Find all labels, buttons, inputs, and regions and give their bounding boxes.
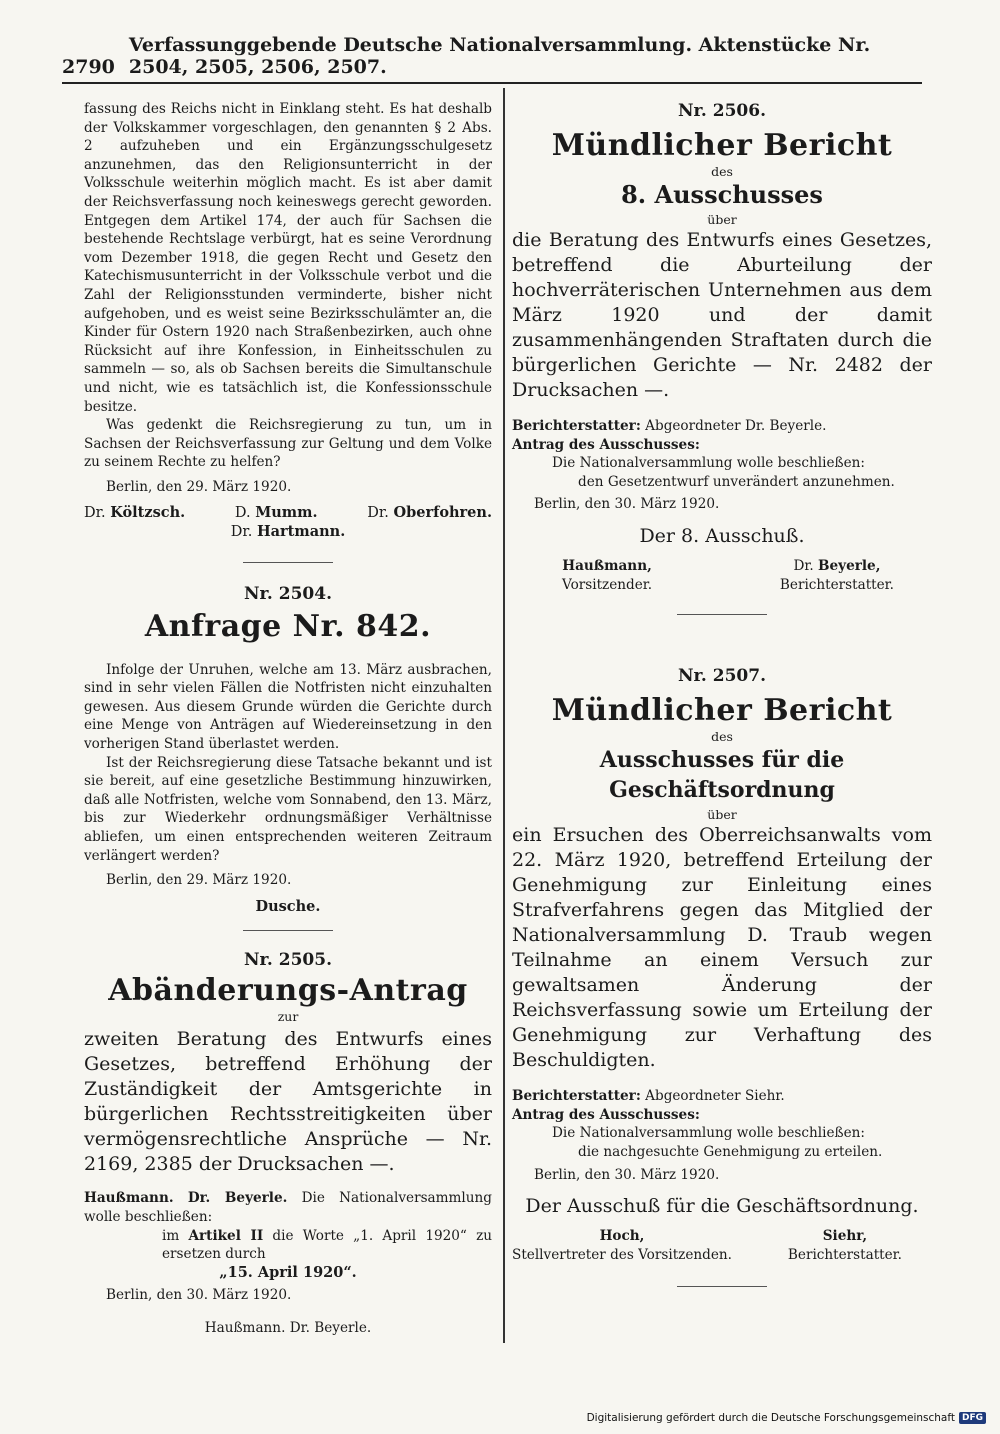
section-title: Mündlicher Bericht bbox=[551, 693, 893, 729]
preposition: des bbox=[711, 729, 733, 745]
preposition: über bbox=[707, 807, 737, 823]
signature: Haußmann. Dr. Beyerle. bbox=[204, 1319, 372, 1336]
subject-text: zweiten Beratung des Entwurfs eines Gesetzes, betreffend Erhöhung der Zuständigkeit der Amtsgerichte in bürgerlichen Rechtsstreitigkeiten über vermögensrechtliche Ansprüche — Nr. 2169, 2385 der Drucksachen —. bbox=[84, 1028, 492, 1176]
section-separator bbox=[243, 930, 333, 931]
page-number: 2790 bbox=[62, 56, 115, 78]
preposition: des bbox=[711, 164, 733, 179]
section-title: Anfrage Nr. 842. bbox=[144, 608, 432, 644]
running-title: Verfassunggebende Deutsche Nationalversammlung. Aktenstücke Nr. 2504, 2505, 2506, 2507. bbox=[128, 34, 871, 78]
digitization-credit: Digitalisierung gefördert durch die Deutsche Forschungsgemeinschaft DFG bbox=[587, 1412, 986, 1424]
committee-motion-label: Antrag des Ausschusses: bbox=[512, 436, 700, 453]
body-paragraph: Infolge der Unruhen, welche am 13. März ausbrachen, sind in sehr vielen Fällen die Notfristen nicht einzuhalten gewesen. Aus diesem Grunde würden die Gerichte durch eine Menge von Anträgen auf Wiedereinsetzung in den vorherigen Stand überlastet werden. bbox=[84, 661, 492, 753]
committee-name: Ausschusses für die Geschäftsordnung bbox=[599, 747, 845, 804]
committee-motion-label: Antrag des Ausschusses: bbox=[512, 1106, 700, 1123]
section-separator bbox=[677, 1286, 767, 1287]
question-paragraph: Was gedenkt die Reichsregierung zu tun, um in Sachsen der Reichsverfassung zur Geltung und dem Volke zu seinem Rechte zu helfen? bbox=[84, 417, 492, 471]
motion-replacement: „15. April 1920“. bbox=[219, 1263, 357, 1281]
signatures-row-2: Dr. Hartmann. bbox=[230, 523, 346, 541]
continued-paragraph: fassung des Reichs nicht in Einklang steht. Es hat deshalb der Volkskammer vorgeschlagen, den genannten § 2 Abs. 2 aufzuheben und ein Ergänzungsschulgesetz anzunehmen, das den Religionsunterricht in der Volksschule weiterhin möglich macht. Es ist aber damit der Reichsverfassung noch keineswegs gerecht geworden. Entgegen dem Artikel 174, der auch für Sachsen die bestehende Rechtslage verbürgt, hat es seine Verordnung vom Dezember 1918, die gegen Recht und Gesetz den Katechismusunterricht in der Volksschule verbot und die Zahl der Religionsstunden verminderte, bisher nicht aufgehoben, und es weist seine Bezirksschulämter an, die Kinder für Ostern 1920 nach Straßenbezirken, auch ohne Rücksicht auf ihre Konfession, in Einheitsschulen zu sammeln — so, als ob Sachsen bereits die Simultanschule und nicht, wie es tatsächlich ist, die Konfessionsschule besitze. bbox=[84, 101, 492, 415]
date-line: Berlin, den 30. März 1920. bbox=[106, 1287, 292, 1304]
column-divider bbox=[503, 88, 505, 1343]
rapporteur-line: Berichterstatter: Abgeordneter Siehr. bbox=[512, 1088, 785, 1105]
motion-text: im Artikel II die Worte „1. April 1920“ zu ersetzen durch bbox=[162, 1227, 492, 1263]
page-header bbox=[62, 34, 922, 84]
signature: Dr. Költzsch. bbox=[84, 504, 186, 522]
signatures-row bbox=[512, 1227, 932, 1264]
date-line: Berlin, den 30. März 1920. bbox=[534, 496, 720, 513]
committee-motion: Die Nationalversammlung wolle beschließen: den Gesetzentwurf unverändert anzunehmen. bbox=[552, 455, 895, 490]
section-number: Nr. 2504. bbox=[243, 583, 332, 604]
committee-motion: Die Nationalversammlung wolle beschließen: die nachgesuchte Genehmigung zu erteilen. bbox=[552, 1125, 883, 1160]
committee-signature: Der 8. Ausschuß. bbox=[639, 524, 805, 547]
rapporteur-line: Berichterstatter: Abgeordneter Dr. Beyerle. bbox=[512, 418, 827, 434]
motion-movers: Haußmann. Dr. Beyerle. Die Nationalversammlung wolle beschließen: bbox=[84, 1190, 492, 1225]
signature: Dusche. bbox=[255, 897, 321, 915]
signature: Dr. Beyerle, Berichterstatter. bbox=[779, 557, 894, 593]
subject-text: die Beratung des Entwurfs eines Gesetzes, betreffend die Aburteilung der hochverräterischen Unternehmen aus dem März 1920 und der damit zusammenhängenden Straftaten durch die bürgerlichen Gerichte — Nr. 2482 der Drucksachen —. bbox=[512, 229, 932, 401]
date-line: Berlin, den 29. März 1920. bbox=[106, 478, 292, 495]
committee-name: 8. Ausschusses bbox=[621, 180, 823, 209]
signature: Haußmann, Vorsitzender. bbox=[562, 557, 653, 593]
signatures-row bbox=[84, 504, 492, 523]
signature: Siehr, Berichterstatter. bbox=[787, 1228, 902, 1263]
committee-signature: Der Ausschuß für die Geschäftsordnung. bbox=[525, 1195, 919, 1218]
section-separator bbox=[243, 562, 333, 563]
left-column bbox=[84, 100, 492, 1338]
signatures-row bbox=[512, 557, 932, 594]
date-line: Berlin, den 30. März 1920. bbox=[534, 1166, 720, 1183]
date-line: Berlin, den 29. März 1920. bbox=[106, 872, 292, 889]
dfg-logo-icon: DFG bbox=[959, 1412, 986, 1424]
preposition: zur bbox=[277, 1009, 299, 1025]
right-column bbox=[512, 100, 932, 1287]
section-separator bbox=[677, 614, 767, 615]
signature: Hoch, Stellvertreter des Vorsitzenden. bbox=[512, 1228, 732, 1263]
body-paragraph: Ist der Reichsregierung diese Tatsache bekannt und ist sie bereit, auf eine gesetzliche Bestimmung hinzuwirken, daß alle Notfristen, welche vom Sonnabend, den 13. März, bis zur Wiederkehr ordnungsmäßiger Verhältnisse abliefen, um einen entsprechenden weiteren Zeitraum verlängert werden? bbox=[84, 754, 492, 864]
preposition: über bbox=[707, 212, 737, 227]
subject-text: ein Ersuchen des Oberreichsanwalts vom 22. März 1920, betreffend Erteilung der Genehmigung zur Einleitung eines Strafverfahrens gegen das Mitglied der Nationalversammlung D. Traub wegen Teilnahme an einem Versuch zur gewaltsamen Änderung der Reichsverfassung sowie um Erteilung der Genehmigung zur Verhaftung des Beschuldigten. bbox=[512, 824, 932, 1072]
section-number: Nr. 2505. bbox=[243, 950, 332, 971]
section-title: Mündlicher Bericht bbox=[551, 128, 893, 163]
section-number: Nr. 2506. bbox=[677, 101, 766, 121]
signature: D. Mumm. bbox=[234, 504, 318, 522]
section-number: Nr. 2507. bbox=[677, 666, 766, 687]
section-title: Abänderungs-Antrag bbox=[108, 973, 468, 1009]
signature: Dr. Oberfohren. bbox=[367, 504, 492, 522]
